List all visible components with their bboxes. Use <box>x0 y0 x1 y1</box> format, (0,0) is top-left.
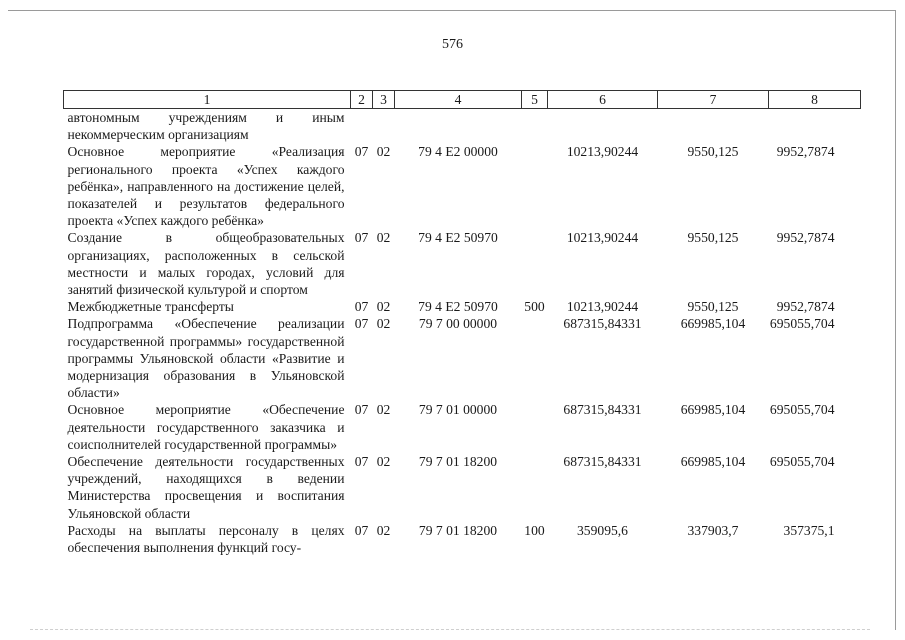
table-row <box>64 143 861 229</box>
row-pr: 02 <box>376 316 391 332</box>
row-rz: 07 <box>354 402 369 418</box>
row-name: Подпрограмма «Обеспечение реализации государственной программы» государственной программы Ульяновской области «Развитие и модернизация образования в Ульяновской области» <box>67 316 345 401</box>
row-rz: 07 <box>354 316 369 332</box>
table-row <box>64 298 861 315</box>
row-csr: 79 7 00 00000 <box>418 316 498 332</box>
row-value-6: 687315,84331 <box>563 402 642 418</box>
row-pr: 02 <box>376 402 391 418</box>
row-csr: 79 7 01 18200 <box>418 522 498 538</box>
row-value-7: 9550,125 <box>687 144 739 160</box>
row-rz: 07 <box>354 144 369 160</box>
row-name: Расходы на выплаты персоналу в целях обеспечения выполнения функций госу- <box>67 522 345 556</box>
col-header-2: 2 <box>351 91 373 109</box>
row-name: Межбюджетные трансферты <box>67 299 234 315</box>
row-csr: 79 7 01 00000 <box>418 402 498 418</box>
col-header-8: 8 <box>769 91 861 109</box>
row-value-6: 359095,6 <box>577 522 628 538</box>
table-row <box>64 453 861 522</box>
row-vr <box>522 109 548 144</box>
table-row <box>64 522 861 556</box>
col-header-5: 5 <box>522 91 548 109</box>
row-value-6: 687315,84331 <box>563 454 642 470</box>
row-value-7: 9550,125 <box>687 230 739 246</box>
row-value-7: 669985,104 <box>680 402 746 418</box>
row-value-8: 357375,1 <box>783 522 835 538</box>
header-row <box>64 91 861 109</box>
row-vr: 100 <box>524 522 545 538</box>
row-vr: 500 <box>524 299 545 315</box>
row-value-6 <box>548 109 658 144</box>
row-value-7: 9550,125 <box>687 299 739 315</box>
row-vr <box>522 143 548 229</box>
row-value-8: 695055,704 <box>769 316 835 332</box>
row-value-7 <box>658 109 769 144</box>
budget-table <box>63 90 861 556</box>
table-row <box>64 229 861 298</box>
table-row <box>64 315 861 401</box>
col-header-1: 1 <box>64 91 351 109</box>
row-pr: 02 <box>376 230 391 246</box>
page-border-top <box>8 10 896 11</box>
row-value-6: 10213,90244 <box>566 299 639 315</box>
row-vr <box>522 229 548 298</box>
col-header-7: 7 <box>658 91 769 109</box>
row-value-6: 10213,90244 <box>566 230 639 246</box>
row-pr <box>373 109 395 144</box>
row-csr: 79 4 E2 50970 <box>418 299 498 315</box>
row-csr: 79 4 E2 50970 <box>418 230 498 246</box>
row-pr: 02 <box>376 454 391 470</box>
row-rz: 07 <box>354 522 369 538</box>
row-value-8: 9952,7874 <box>776 230 835 246</box>
row-name: Создание в общеобразовательных организациях, расположенных в сельской местности и малых городах, условий для занятий физической культурой и спортом <box>67 230 345 298</box>
row-vr <box>522 401 548 453</box>
row-rz: 07 <box>354 230 369 246</box>
page-border-right <box>895 10 896 630</box>
col-header-3: 3 <box>373 91 395 109</box>
row-pr: 02 <box>376 299 391 315</box>
bottom-scan-line <box>30 629 870 630</box>
row-vr <box>522 453 548 522</box>
col-header-4: 4 <box>395 91 522 109</box>
row-pr: 02 <box>376 144 391 160</box>
row-value-8: 695055,704 <box>769 454 835 470</box>
row-name: Основное мероприятие «Реализация регионального проекта «Успех каждого ребёнка», направленного на достижение целей, показателей и результатов федерального проекта «Успех каждого ребёнка» <box>67 144 345 229</box>
row-rz <box>351 109 373 144</box>
row-name: автономным учреждениям и иным некоммерческим организациям <box>67 110 345 143</box>
row-vr <box>522 315 548 401</box>
table-row <box>64 109 861 144</box>
table-row <box>64 401 861 453</box>
row-value-8 <box>769 109 861 144</box>
row-value-8: 9952,7874 <box>776 144 835 160</box>
row-csr <box>395 109 522 144</box>
col-header-6: 6 <box>548 91 658 109</box>
row-rz: 07 <box>354 299 369 315</box>
row-csr: 79 4 E2 00000 <box>418 144 498 160</box>
row-value-6: 687315,84331 <box>563 316 642 332</box>
row-rz: 07 <box>354 454 369 470</box>
row-value-6: 10213,90244 <box>566 144 639 160</box>
row-value-7: 669985,104 <box>680 454 746 470</box>
row-value-8: 695055,704 <box>769 402 835 418</box>
page-number: 576 <box>442 37 463 52</box>
row-name: Основное мероприятие «Обеспечение деятельности государственного заказчика и соисполнителей государственной программы» <box>67 402 345 452</box>
row-value-8: 9952,7874 <box>776 299 835 315</box>
row-pr: 02 <box>376 522 391 538</box>
row-csr: 79 7 01 18200 <box>418 454 498 470</box>
row-name: Обеспечение деятельности государственных учреждений, находящихся в ведении Министерства просвещения и воспитания Ульяновской области <box>67 454 345 521</box>
row-value-7: 337903,7 <box>687 522 739 538</box>
row-value-7: 669985,104 <box>680 316 746 332</box>
